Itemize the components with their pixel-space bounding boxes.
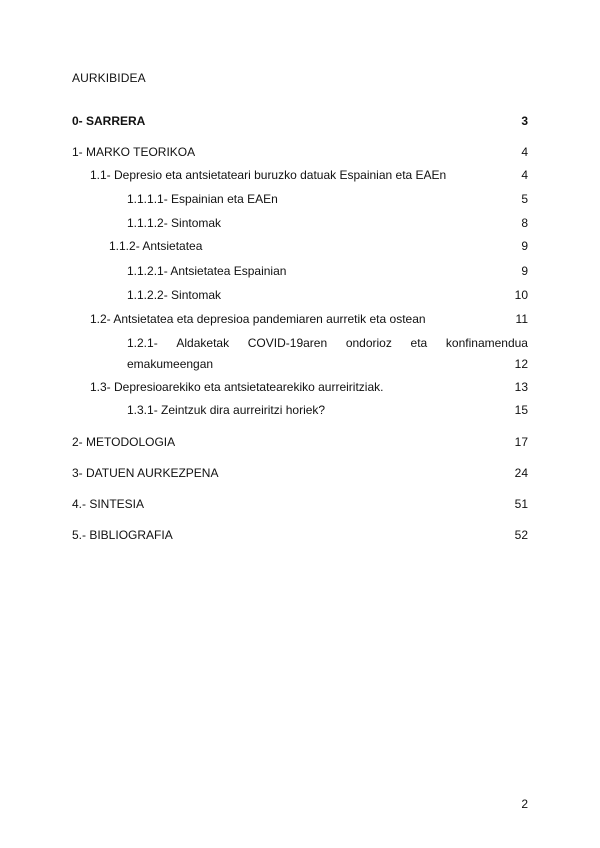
toc-word: konfinamendua (445, 336, 528, 350)
toc-entry-page: 24 (514, 466, 528, 480)
toc-entry-page: 12 (514, 357, 528, 371)
toc-word: COVID-19aren (247, 336, 328, 350)
toc-entry-1-1-2[interactable] (109, 238, 528, 254)
toc-entry-label: 3- DATUEN AURKEZPENA (72, 466, 219, 480)
toc-entry-label: 1.3.1- Zeintzuk dira aurreiritzi horiek? (127, 403, 326, 417)
toc-word: ondorioz (345, 336, 392, 350)
toc-entry-label: 1.2- Antsietatea eta depresioa pandemiaren aurretik eta ostean (90, 312, 426, 326)
toc-entry-1-1-2-1[interactable] (127, 263, 528, 279)
toc-entry-label-line1 (127, 333, 528, 354)
toc-entry-page: 9 (521, 239, 528, 253)
toc-entry-page: 4 (521, 145, 528, 159)
toc-entry-1-1-2-2[interactable] (127, 287, 528, 303)
toc-entry-page: 10 (514, 288, 528, 302)
toc-entry-page: 8 (521, 216, 528, 230)
toc-title: AURKIBIDEA (72, 71, 146, 85)
toc-entry-bibliografia[interactable] (72, 527, 528, 543)
toc-entry-1-3-1[interactable] (127, 402, 528, 418)
toc-entry-label: 1.1- Depresio eta antsietateari buruzko datuak Espainian eta EAEn (90, 168, 447, 182)
toc-entry-label: 1.3- Depresioarekiko eta antsietatearekiko aurreiritziak. (90, 380, 384, 394)
toc-entry-1-2-1[interactable] (127, 333, 528, 375)
toc-entry-label: 1.1.2- Antsietatea (109, 239, 203, 253)
toc-entry-page: 5 (521, 192, 528, 206)
toc-entry-page: 51 (514, 497, 528, 511)
toc-entry-page: 15 (514, 403, 528, 417)
toc-entry-page: 11 (515, 312, 528, 326)
toc-entry-1-1-1-1[interactable] (127, 191, 528, 207)
toc-entry-1-2[interactable] (90, 311, 528, 327)
toc-word: Aldaketak (176, 336, 230, 350)
toc-entry-label: 1.1.1.2- Sintomak (127, 216, 222, 230)
toc-entry-page: 4 (521, 168, 528, 182)
toc-entry-label: 2- METODOLOGIA (72, 435, 176, 449)
toc-entry-datuen-aurkezpena[interactable] (72, 465, 528, 481)
toc-entry-1-1-1-2[interactable] (127, 215, 528, 231)
toc-entry-sintesia[interactable] (72, 496, 528, 512)
toc-entry-label: 1.1.2.1- Antsietatea Espainian (127, 264, 287, 278)
toc-entry-metodologia[interactable] (72, 434, 528, 450)
toc-entry-sarrera[interactable] (72, 113, 528, 129)
toc-entry-1-3[interactable] (90, 379, 528, 395)
toc-entry-page: 13 (514, 380, 528, 394)
toc-entry-label: 4.- SINTESIA (72, 497, 145, 511)
page-number: 2 (521, 797, 528, 811)
toc-entry-marko-teorikoa[interactable] (72, 144, 528, 160)
toc-entry-page: 9 (521, 264, 528, 278)
toc-entry-label: 1.1.1.1- Espainian eta EAEn (127, 192, 278, 206)
toc-entry-label: 1.1.2.2- Sintomak (127, 288, 222, 302)
toc-entry-label-line2: emakumeengan (127, 357, 214, 371)
toc-entry-page: 17 (514, 435, 528, 449)
toc-entry-page: 3 (521, 114, 528, 128)
toc-entry-label: 0- SARRERA (72, 114, 146, 128)
toc-entry-label: 5.- BIBLIOGRAFIA (72, 528, 173, 542)
toc-word: eta (410, 336, 428, 350)
toc-entry-label: 1- MARKO TEORIKOA (72, 145, 196, 159)
toc-word: 1.2.1- (127, 336, 158, 350)
toc-entry-1-1[interactable] (90, 167, 528, 183)
toc-entry-page: 52 (514, 528, 528, 542)
